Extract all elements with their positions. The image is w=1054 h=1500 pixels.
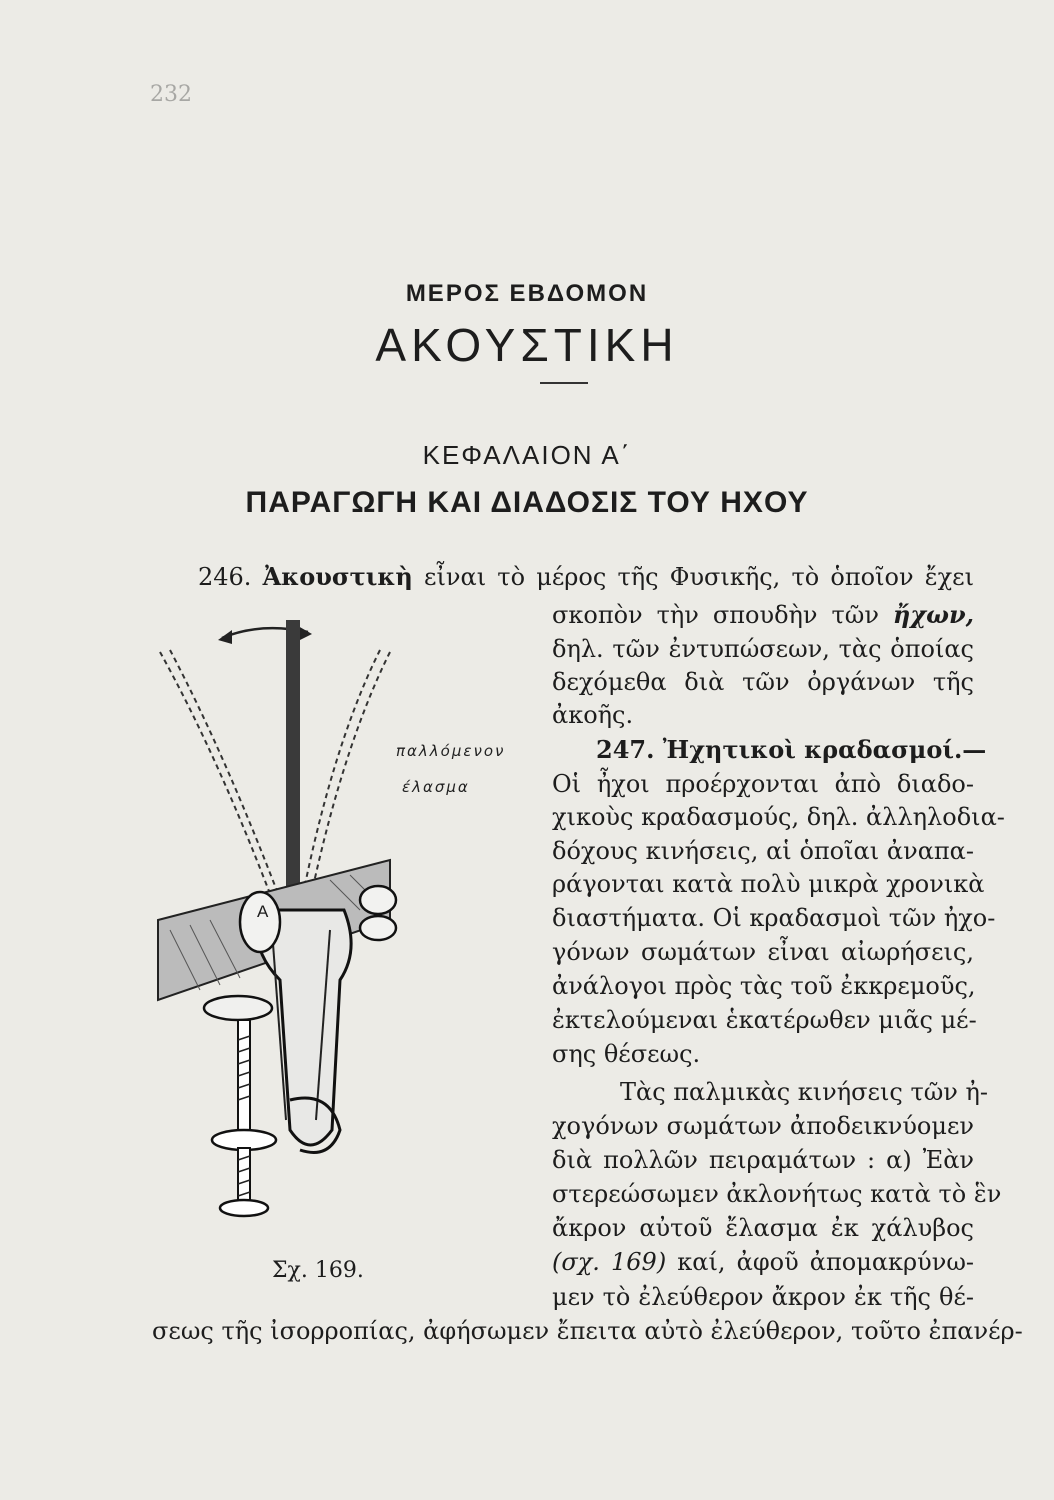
- figure-label-strip: έλασμα: [402, 778, 470, 796]
- figure-point-a: Α: [257, 902, 269, 921]
- p247-line-7: ἀνάλογοι πρὸς τὰς τοῦ ἐκκρεμοῦς,: [552, 972, 976, 1000]
- title-divider: [540, 382, 588, 384]
- wing-nut: [240, 892, 280, 952]
- p247-line-4: ράγονται κατὰ πολὺ μικρὰ χρονικὰ: [552, 870, 985, 898]
- left-deflection-outline: [160, 652, 280, 920]
- p247-line-2: χικοὺς κραδασμούς, δηλ. ἀλληλοδια-: [552, 803, 1005, 831]
- left-arrowhead-icon: [218, 630, 232, 644]
- p246-line-5: ἀκοῆς.: [552, 701, 634, 729]
- p246-line-4: δεχόμεθα διὰ τῶν ὀργάνων τῆς: [552, 668, 974, 696]
- p247-line-6: γόνων σωμάτων εἶναι αἰωρήσεις,: [552, 938, 974, 966]
- p246-line-1-rest: εἶναι τὸ μέρος τῆς Φυσικῆς, τὸ ὁποῖον ἔχει: [424, 563, 974, 591]
- p246-number: 246.: [198, 563, 252, 591]
- part-heading: ΜΕΡΟΣ ΕΒΔΟΜΟΝ: [405, 280, 649, 307]
- p3-line-6: [552, 1247, 974, 1277]
- p3-line-2: χογόνων σωμάτων ἀποδεικνύομεν: [552, 1112, 974, 1140]
- p247-heading: 247. Ἠχητικοὶ κραδασμοί.—: [596, 735, 987, 764]
- page-number: 232: [150, 82, 192, 107]
- p3-line-8: σεως τῆς ἰσορροπίας, ἀφήσωμεν ἔπειτα αὐτὸ ἐλεύθερον, τοῦτο ἐπανέρ-: [152, 1317, 1023, 1345]
- clamp-pad: [204, 996, 272, 1020]
- figure-label-vibrating: παλλόμενον: [396, 742, 506, 760]
- p246-line-2-term: ἤχων,: [892, 600, 974, 629]
- p3-line-7: μεν τὸ ἐλεύθερον ἄκρον ἐκ τῆς θέ-: [552, 1283, 974, 1311]
- p247-line-5: διαστήματα. Οἱ κραδασμοὶ τῶν ἠχο-: [552, 904, 996, 932]
- right-arrowhead-icon: [298, 626, 312, 640]
- p247-line-3: δόχους κινήσεις, αἱ ὁποῖαι ἀναπα-: [552, 837, 974, 865]
- p246-line-2-pre: σκοπὸν τὴν σπουδὴν τῶν: [552, 601, 879, 629]
- p246-term: Ἀκουστικὴ: [262, 562, 413, 591]
- p3-line-1: Τὰς παλμικὰς κινήσεις τῶν ἠ-: [620, 1078, 988, 1106]
- chapter-title: ΠΑΡΑΓΩΓΗ ΚΑΙ ΔΙΑΔΟΣΙΣ ΤΟΥ ΗΧΟΥ: [245, 486, 809, 519]
- figure-169-vibrating-strip: [140, 600, 400, 1240]
- p247-line-1: Οἱ ἦχοι προέρχονται ἀπὸ διαδο-: [552, 770, 974, 798]
- section-title: ΑΚΟΥΣΤΙΚΗ: [375, 319, 679, 371]
- p3-line-4: στερεώσωμεν ἀκλονήτως κατὰ τὸ ἓν: [552, 1180, 1002, 1208]
- p247-line-9: σης θέσεως.: [552, 1040, 701, 1068]
- p246-line-3: δηλ. τῶν ἐντυπώσεων, τὰς ὁποίας: [552, 635, 974, 663]
- p3-line-6-rest: καί, ἀφοῦ ἀπομακρύνω-: [677, 1248, 974, 1276]
- figure-caption: Σχ. 169.: [272, 1258, 364, 1283]
- figure-reference: (σχ. 169): [552, 1248, 667, 1276]
- chapter-number: ΚΕΦΑΛΑΙΟΝ Α΄: [422, 440, 632, 470]
- p246-line-1: [198, 562, 974, 592]
- p247-line-8: ἐκτελούμεναι ἑκατέρωθεν μιᾶς μέ-: [552, 1006, 977, 1034]
- p3-line-3: διὰ πολλῶν πειραμάτων : α) Ἐὰν: [552, 1146, 974, 1174]
- p246-line-2: [552, 600, 974, 630]
- p3-line-5: ἄκρον αὐτοῦ ἔλασμα ἐκ χάλυβος: [552, 1214, 974, 1242]
